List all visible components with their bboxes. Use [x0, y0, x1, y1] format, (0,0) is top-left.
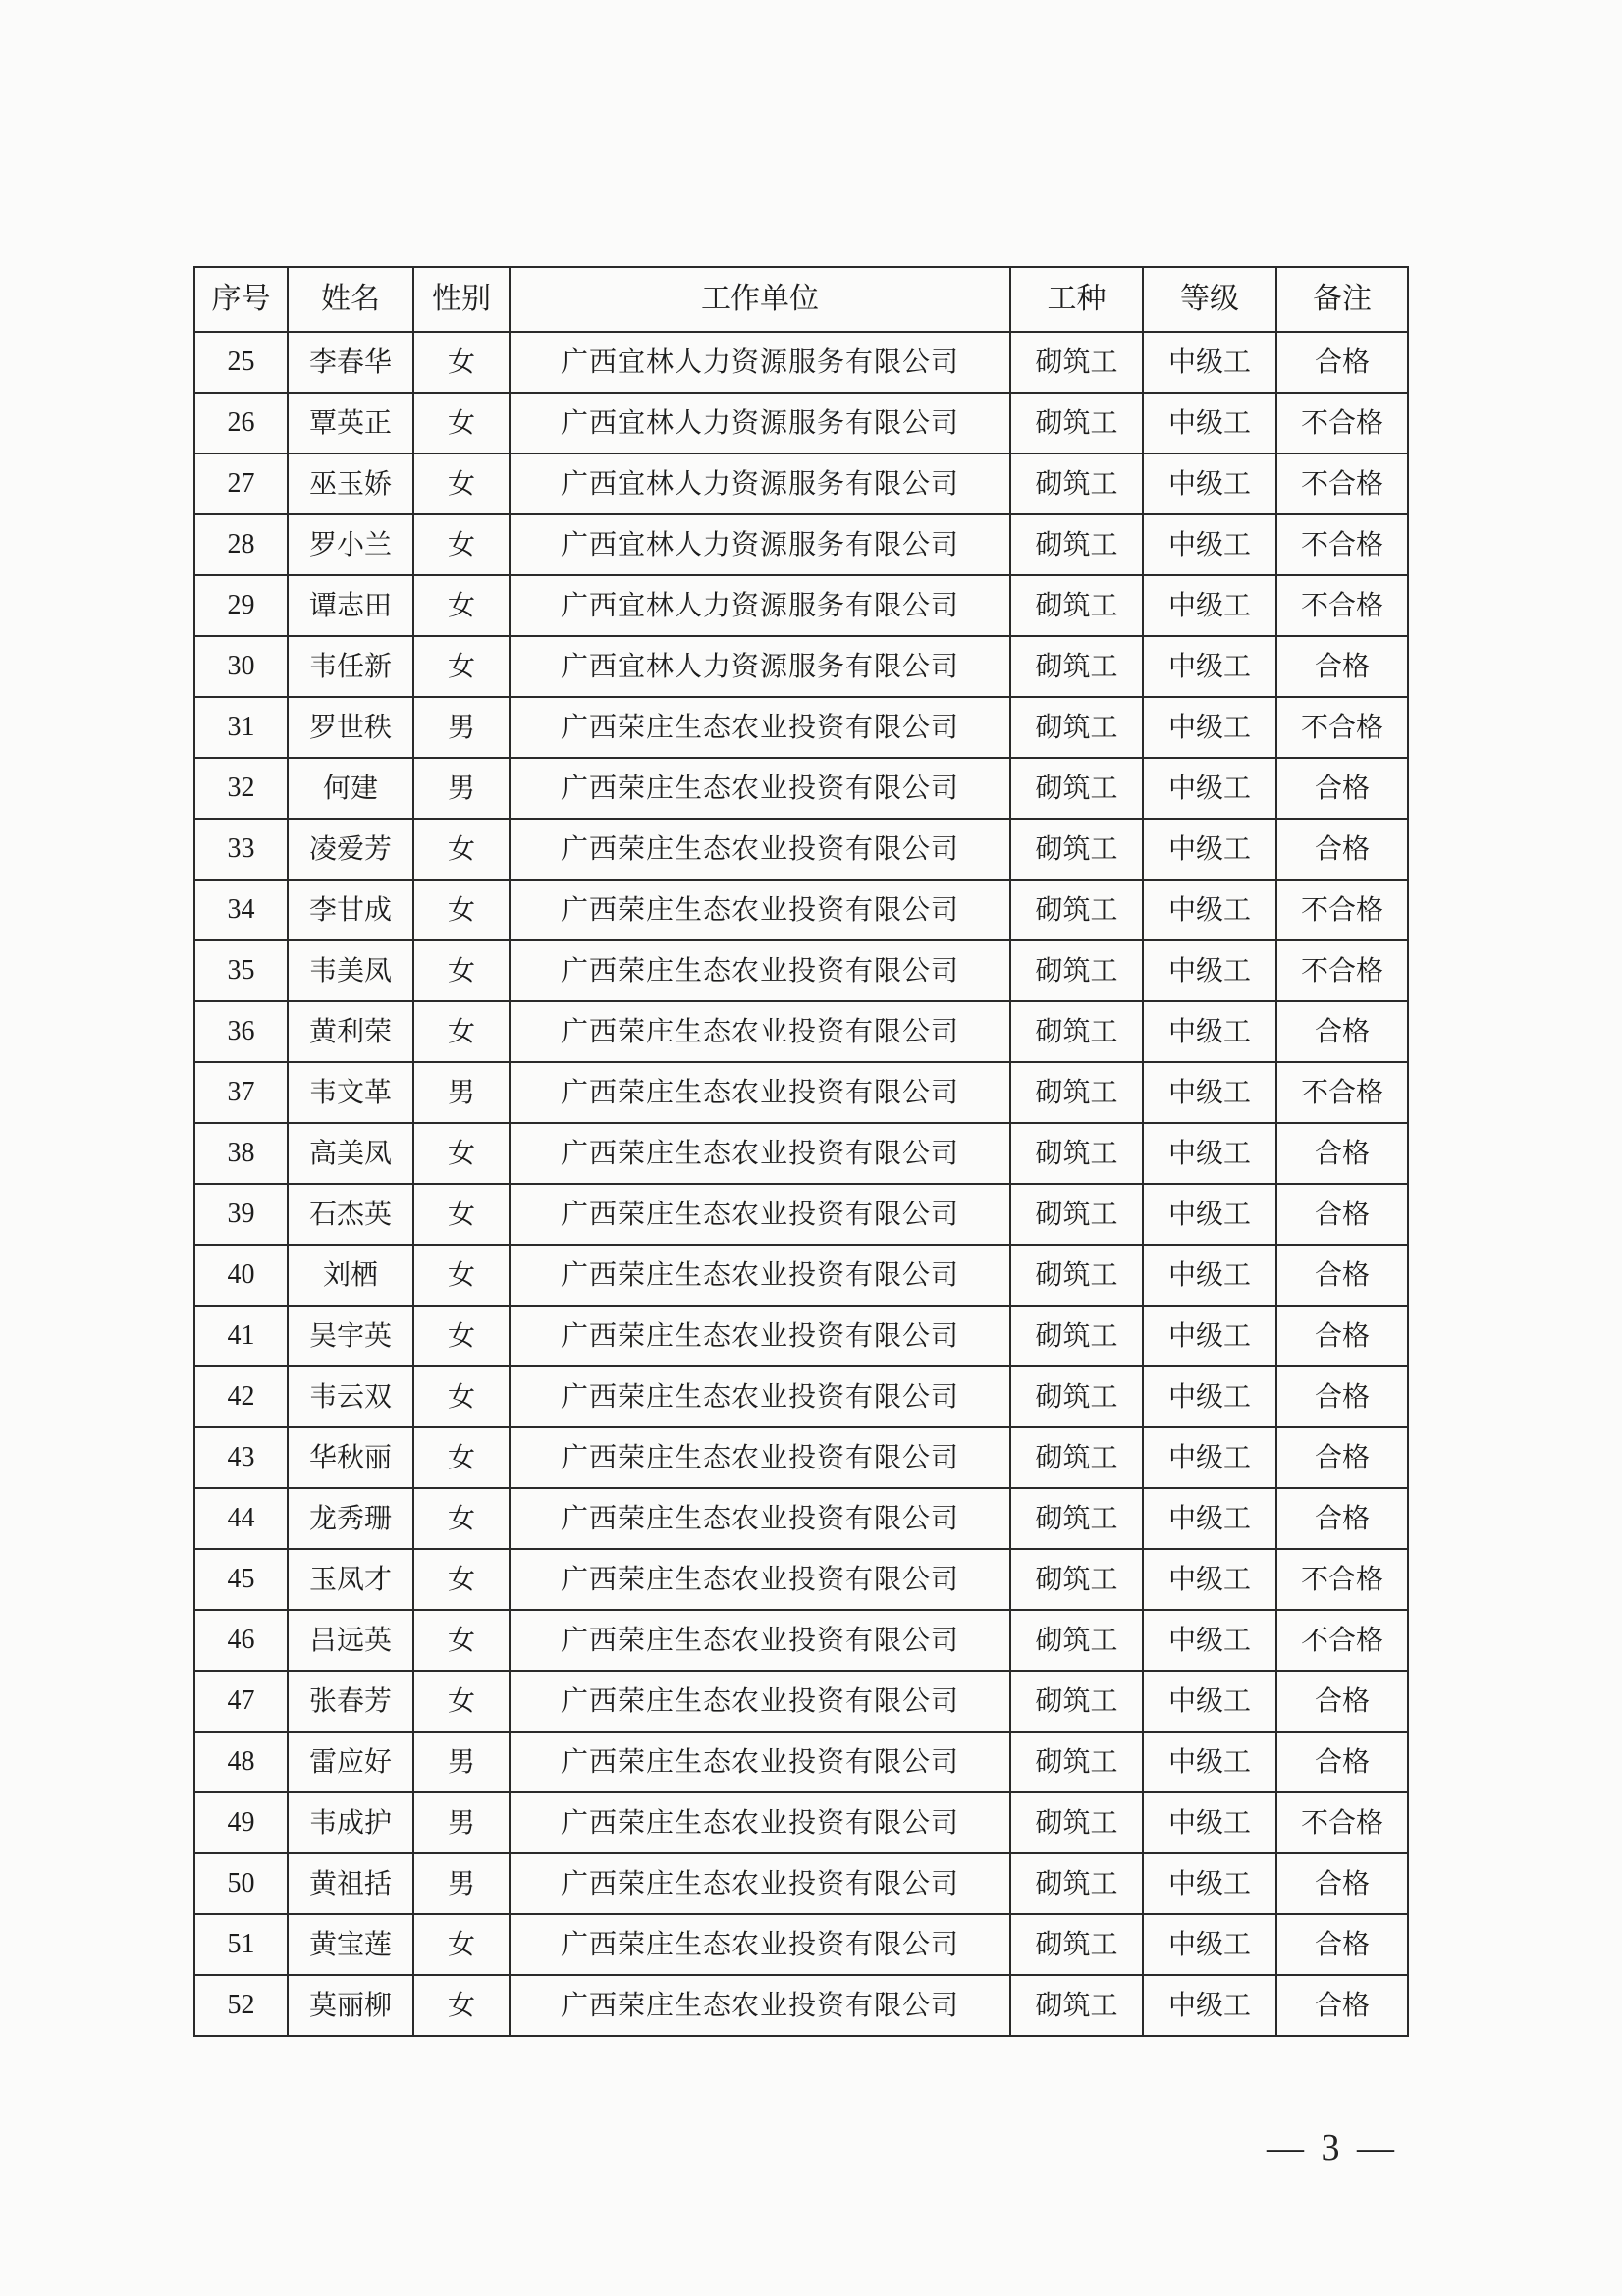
trade-cell: 砌筑工 — [1010, 1366, 1143, 1427]
header-remarks: 备注 — [1276, 267, 1408, 332]
name-cell: 凌爱芳 — [288, 819, 413, 880]
table-row — [194, 1488, 1408, 1549]
table-row — [194, 880, 1408, 940]
work-unit-cell: 广西宜林人力资源服务有限公司 — [510, 332, 1010, 393]
trade-cell: 砌筑工 — [1010, 1732, 1143, 1792]
trade-cell: 砌筑工 — [1010, 1245, 1143, 1306]
trade-cell: 砌筑工 — [1010, 1488, 1143, 1549]
gender-cell: 男 — [413, 1853, 510, 1914]
serial-number-cell: 41 — [194, 1306, 288, 1366]
table-row — [194, 758, 1408, 819]
work-unit-cell: 广西荣庄生态农业投资有限公司 — [510, 940, 1010, 1001]
trade-cell: 砌筑工 — [1010, 1123, 1143, 1184]
name-cell: 刘栖 — [288, 1245, 413, 1306]
remarks-cell: 合格 — [1276, 1123, 1408, 1184]
serial-number-cell: 52 — [194, 1975, 288, 2036]
name-cell: 韦美凤 — [288, 940, 413, 1001]
table-row — [194, 1914, 1408, 1975]
table-row — [194, 1245, 1408, 1306]
trade-cell: 砌筑工 — [1010, 880, 1143, 940]
serial-number-cell: 42 — [194, 1366, 288, 1427]
serial-number-cell: 39 — [194, 1184, 288, 1245]
level-cell: 中级工 — [1143, 1062, 1276, 1123]
level-cell: 中级工 — [1143, 454, 1276, 514]
header-trade: 工种 — [1010, 267, 1143, 332]
name-cell: 雷应好 — [288, 1732, 413, 1792]
remarks-cell: 不合格 — [1276, 514, 1408, 575]
gender-cell: 女 — [413, 1914, 510, 1975]
gender-cell: 女 — [413, 514, 510, 575]
gender-cell: 女 — [413, 454, 510, 514]
name-cell: 玉凤才 — [288, 1549, 413, 1610]
trade-cell: 砌筑工 — [1010, 1914, 1143, 1975]
header-level: 等级 — [1143, 267, 1276, 332]
name-cell: 吴宇英 — [288, 1306, 413, 1366]
level-cell: 中级工 — [1143, 1245, 1276, 1306]
name-cell: 吕远英 — [288, 1610, 413, 1671]
assessment-result-table — [193, 266, 1409, 2037]
trade-cell: 砌筑工 — [1010, 1975, 1143, 2036]
table-row — [194, 1975, 1408, 2036]
serial-number-cell: 44 — [194, 1488, 288, 1549]
remarks-cell: 不合格 — [1276, 1792, 1408, 1853]
trade-cell: 砌筑工 — [1010, 1671, 1143, 1732]
serial-number-cell: 38 — [194, 1123, 288, 1184]
level-cell: 中级工 — [1143, 1671, 1276, 1732]
work-unit-cell: 广西荣庄生态农业投资有限公司 — [510, 1549, 1010, 1610]
level-cell: 中级工 — [1143, 514, 1276, 575]
name-cell: 罗世秩 — [288, 697, 413, 758]
table-row — [194, 1610, 1408, 1671]
name-cell: 韦文革 — [288, 1062, 413, 1123]
level-cell: 中级工 — [1143, 758, 1276, 819]
work-unit-cell: 广西荣庄生态农业投资有限公司 — [510, 758, 1010, 819]
work-unit-cell: 广西荣庄生态农业投资有限公司 — [510, 1245, 1010, 1306]
work-unit-cell: 广西荣庄生态农业投资有限公司 — [510, 1792, 1010, 1853]
name-cell: 华秋丽 — [288, 1427, 413, 1488]
table-row — [194, 636, 1408, 697]
trade-cell: 砌筑工 — [1010, 1853, 1143, 1914]
table-body — [194, 332, 1408, 2036]
work-unit-cell: 广西荣庄生态农业投资有限公司 — [510, 697, 1010, 758]
remarks-cell: 不合格 — [1276, 1062, 1408, 1123]
name-cell: 覃英正 — [288, 393, 413, 454]
table-row — [194, 575, 1408, 636]
level-cell: 中级工 — [1143, 332, 1276, 393]
serial-number-cell: 32 — [194, 758, 288, 819]
trade-cell: 砌筑工 — [1010, 514, 1143, 575]
serial-number-cell: 49 — [194, 1792, 288, 1853]
work-unit-cell: 广西荣庄生态农业投资有限公司 — [510, 880, 1010, 940]
serial-number-cell: 50 — [194, 1853, 288, 1914]
remarks-cell: 合格 — [1276, 1671, 1408, 1732]
gender-cell: 女 — [413, 1610, 510, 1671]
serial-number-cell: 47 — [194, 1671, 288, 1732]
gender-cell: 女 — [413, 1001, 510, 1062]
remarks-cell: 合格 — [1276, 1853, 1408, 1914]
serial-number-cell: 43 — [194, 1427, 288, 1488]
work-unit-cell: 广西宜林人力资源服务有限公司 — [510, 393, 1010, 454]
level-cell: 中级工 — [1143, 1792, 1276, 1853]
level-cell: 中级工 — [1143, 1914, 1276, 1975]
serial-number-cell: 28 — [194, 514, 288, 575]
work-unit-cell: 广西荣庄生态农业投资有限公司 — [510, 1062, 1010, 1123]
trade-cell: 砌筑工 — [1010, 636, 1143, 697]
serial-number-cell: 40 — [194, 1245, 288, 1306]
serial-number-cell: 25 — [194, 332, 288, 393]
table-row — [194, 393, 1408, 454]
table-row — [194, 819, 1408, 880]
table-row — [194, 1306, 1408, 1366]
work-unit-cell: 广西宜林人力资源服务有限公司 — [510, 454, 1010, 514]
name-cell: 李春华 — [288, 332, 413, 393]
serial-number-cell: 34 — [194, 880, 288, 940]
table-row — [194, 1853, 1408, 1914]
remarks-cell: 不合格 — [1276, 697, 1408, 758]
gender-cell: 女 — [413, 1427, 510, 1488]
page-number: — 3 — — [1267, 2127, 1398, 2168]
remarks-cell: 合格 — [1276, 1488, 1408, 1549]
table-row — [194, 1671, 1408, 1732]
trade-cell: 砌筑工 — [1010, 758, 1143, 819]
gender-cell: 女 — [413, 575, 510, 636]
name-cell: 何建 — [288, 758, 413, 819]
work-unit-cell: 广西荣庄生态农业投资有限公司 — [510, 1488, 1010, 1549]
remarks-cell: 不合格 — [1276, 454, 1408, 514]
trade-cell: 砌筑工 — [1010, 1610, 1143, 1671]
trade-cell: 砌筑工 — [1010, 1184, 1143, 1245]
level-cell: 中级工 — [1143, 575, 1276, 636]
remarks-cell: 不合格 — [1276, 880, 1408, 940]
table-row — [194, 1062, 1408, 1123]
name-cell: 李甘成 — [288, 880, 413, 940]
serial-number-cell: 37 — [194, 1062, 288, 1123]
level-cell: 中级工 — [1143, 819, 1276, 880]
remarks-cell: 合格 — [1276, 636, 1408, 697]
work-unit-cell: 广西荣庄生态农业投资有限公司 — [510, 1853, 1010, 1914]
remarks-cell: 不合格 — [1276, 393, 1408, 454]
trade-cell: 砌筑工 — [1010, 940, 1143, 1001]
trade-cell: 砌筑工 — [1010, 1306, 1143, 1366]
gender-cell: 男 — [413, 697, 510, 758]
trade-cell: 砌筑工 — [1010, 575, 1143, 636]
work-unit-cell: 广西荣庄生态农业投资有限公司 — [510, 1732, 1010, 1792]
name-cell: 韦云双 — [288, 1366, 413, 1427]
table-row — [194, 1792, 1408, 1853]
serial-number-cell: 26 — [194, 393, 288, 454]
gender-cell: 女 — [413, 1488, 510, 1549]
table-row — [194, 697, 1408, 758]
header-serial-number: 序号 — [194, 267, 288, 332]
table-row — [194, 1123, 1408, 1184]
name-cell: 张春芳 — [288, 1671, 413, 1732]
remarks-cell: 合格 — [1276, 1914, 1408, 1975]
name-cell: 黄宝莲 — [288, 1914, 413, 1975]
trade-cell: 砌筑工 — [1010, 1062, 1143, 1123]
level-cell: 中级工 — [1143, 1001, 1276, 1062]
gender-cell: 女 — [413, 1184, 510, 1245]
level-cell: 中级工 — [1143, 1732, 1276, 1792]
name-cell: 黄祖括 — [288, 1853, 413, 1914]
table-row — [194, 332, 1408, 393]
name-cell: 石杰英 — [288, 1184, 413, 1245]
level-cell: 中级工 — [1143, 880, 1276, 940]
gender-cell: 女 — [413, 393, 510, 454]
header-gender: 性别 — [413, 267, 510, 332]
table-row — [194, 1427, 1408, 1488]
trade-cell: 砌筑工 — [1010, 454, 1143, 514]
serial-number-cell: 35 — [194, 940, 288, 1001]
gender-cell: 女 — [413, 819, 510, 880]
remarks-cell: 不合格 — [1276, 940, 1408, 1001]
serial-number-cell: 36 — [194, 1001, 288, 1062]
gender-cell: 女 — [413, 1306, 510, 1366]
remarks-cell: 合格 — [1276, 1184, 1408, 1245]
work-unit-cell: 广西荣庄生态农业投资有限公司 — [510, 1914, 1010, 1975]
work-unit-cell: 广西荣庄生态农业投资有限公司 — [510, 1306, 1010, 1366]
table-row — [194, 454, 1408, 514]
work-unit-cell: 广西荣庄生态农业投资有限公司 — [510, 1975, 1010, 2036]
header-work-unit: 工作单位 — [510, 267, 1010, 332]
gender-cell: 女 — [413, 1549, 510, 1610]
serial-number-cell: 31 — [194, 697, 288, 758]
level-cell: 中级工 — [1143, 1610, 1276, 1671]
trade-cell: 砌筑工 — [1010, 393, 1143, 454]
remarks-cell: 合格 — [1276, 1001, 1408, 1062]
level-cell: 中级工 — [1143, 697, 1276, 758]
level-cell: 中级工 — [1143, 1853, 1276, 1914]
remarks-cell: 合格 — [1276, 1306, 1408, 1366]
work-unit-cell: 广西荣庄生态农业投资有限公司 — [510, 1610, 1010, 1671]
gender-cell: 女 — [413, 636, 510, 697]
level-cell: 中级工 — [1143, 1975, 1276, 2036]
name-cell: 罗小兰 — [288, 514, 413, 575]
name-cell: 龙秀珊 — [288, 1488, 413, 1549]
level-cell: 中级工 — [1143, 1184, 1276, 1245]
gender-cell: 女 — [413, 332, 510, 393]
gender-cell: 男 — [413, 1732, 510, 1792]
table-row — [194, 1184, 1408, 1245]
level-cell: 中级工 — [1143, 393, 1276, 454]
gender-cell: 女 — [413, 1975, 510, 2036]
serial-number-cell: 30 — [194, 636, 288, 697]
level-cell: 中级工 — [1143, 1123, 1276, 1184]
name-cell: 高美凤 — [288, 1123, 413, 1184]
remarks-cell: 不合格 — [1276, 1549, 1408, 1610]
level-cell: 中级工 — [1143, 1306, 1276, 1366]
table-row — [194, 940, 1408, 1001]
trade-cell: 砌筑工 — [1010, 1549, 1143, 1610]
level-cell: 中级工 — [1143, 1427, 1276, 1488]
trade-cell: 砌筑工 — [1010, 1792, 1143, 1853]
remarks-cell: 合格 — [1276, 1975, 1408, 2036]
trade-cell: 砌筑工 — [1010, 1001, 1143, 1062]
name-cell: 莫丽柳 — [288, 1975, 413, 2036]
header-name: 姓名 — [288, 267, 413, 332]
gender-cell: 女 — [413, 880, 510, 940]
gender-cell: 男 — [413, 1062, 510, 1123]
work-unit-cell: 广西宜林人力资源服务有限公司 — [510, 514, 1010, 575]
remarks-cell: 合格 — [1276, 1245, 1408, 1306]
gender-cell: 女 — [413, 1366, 510, 1427]
remarks-cell: 合格 — [1276, 332, 1408, 393]
remarks-cell: 合格 — [1276, 819, 1408, 880]
gender-cell: 女 — [413, 1123, 510, 1184]
table-row — [194, 514, 1408, 575]
level-cell: 中级工 — [1143, 940, 1276, 1001]
table-row — [194, 1001, 1408, 1062]
work-unit-cell: 广西荣庄生态农业投资有限公司 — [510, 1366, 1010, 1427]
remarks-cell: 不合格 — [1276, 575, 1408, 636]
table-row — [194, 1549, 1408, 1610]
remarks-cell: 合格 — [1276, 1366, 1408, 1427]
work-unit-cell: 广西荣庄生态农业投资有限公司 — [510, 1427, 1010, 1488]
remarks-cell: 合格 — [1276, 1427, 1408, 1488]
work-unit-cell: 广西荣庄生态农业投资有限公司 — [510, 1671, 1010, 1732]
level-cell: 中级工 — [1143, 636, 1276, 697]
name-cell: 谭志田 — [288, 575, 413, 636]
level-cell: 中级工 — [1143, 1366, 1276, 1427]
serial-number-cell: 33 — [194, 819, 288, 880]
remarks-cell: 不合格 — [1276, 1610, 1408, 1671]
table-header-row — [194, 267, 1408, 332]
serial-number-cell: 29 — [194, 575, 288, 636]
work-unit-cell: 广西荣庄生态农业投资有限公司 — [510, 819, 1010, 880]
work-unit-cell: 广西荣庄生态农业投资有限公司 — [510, 1123, 1010, 1184]
gender-cell: 男 — [413, 758, 510, 819]
work-unit-cell: 广西宜林人力资源服务有限公司 — [510, 636, 1010, 697]
gender-cell: 男 — [413, 1792, 510, 1853]
name-cell: 黄利荣 — [288, 1001, 413, 1062]
trade-cell: 砌筑工 — [1010, 332, 1143, 393]
serial-number-cell: 51 — [194, 1914, 288, 1975]
trade-cell: 砌筑工 — [1010, 819, 1143, 880]
trade-cell: 砌筑工 — [1010, 1427, 1143, 1488]
gender-cell: 女 — [413, 1245, 510, 1306]
trade-cell: 砌筑工 — [1010, 697, 1143, 758]
serial-number-cell: 46 — [194, 1610, 288, 1671]
name-cell: 韦成护 — [288, 1792, 413, 1853]
work-unit-cell: 广西荣庄生态农业投资有限公司 — [510, 1001, 1010, 1062]
name-cell: 韦任新 — [288, 636, 413, 697]
remarks-cell: 合格 — [1276, 758, 1408, 819]
level-cell: 中级工 — [1143, 1488, 1276, 1549]
serial-number-cell: 45 — [194, 1549, 288, 1610]
table-row — [194, 1732, 1408, 1792]
serial-number-cell: 48 — [194, 1732, 288, 1792]
table-row — [194, 1366, 1408, 1427]
gender-cell: 女 — [413, 940, 510, 1001]
name-cell: 巫玉娇 — [288, 454, 413, 514]
serial-number-cell: 27 — [194, 454, 288, 514]
work-unit-cell: 广西荣庄生态农业投资有限公司 — [510, 1184, 1010, 1245]
level-cell: 中级工 — [1143, 1549, 1276, 1610]
remarks-cell: 合格 — [1276, 1732, 1408, 1792]
work-unit-cell: 广西宜林人力资源服务有限公司 — [510, 575, 1010, 636]
gender-cell: 女 — [413, 1671, 510, 1732]
